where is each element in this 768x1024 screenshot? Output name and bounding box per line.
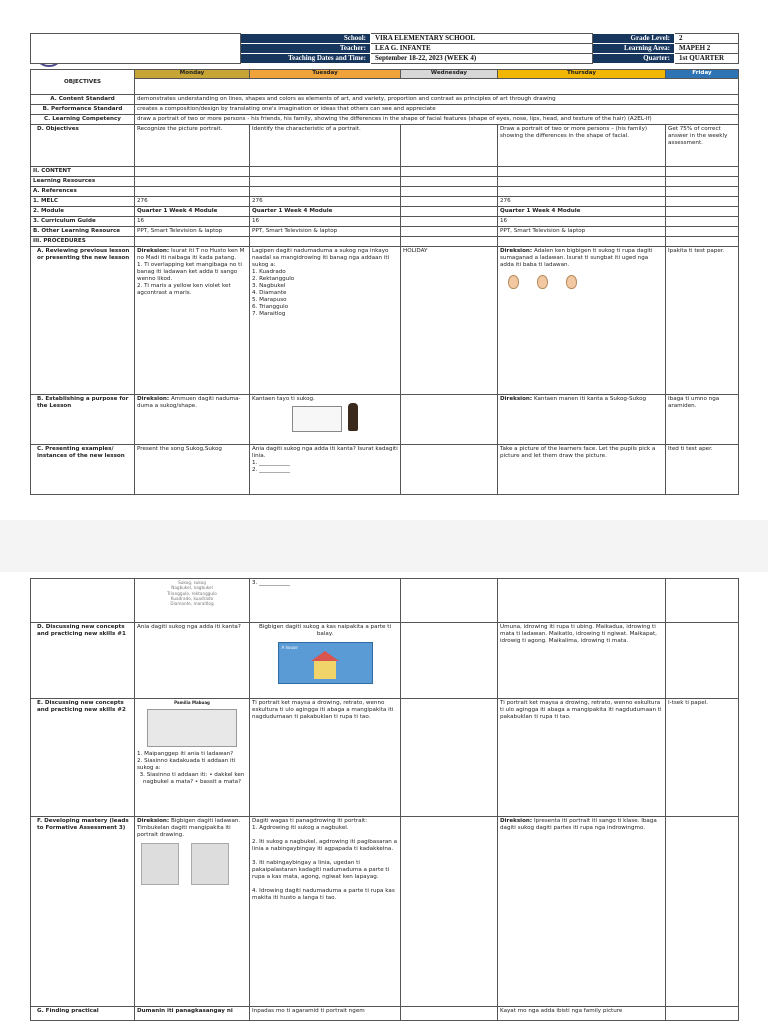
proc-e-mon-q3: 3. Siasinno ti addaan iti: • dakkel ken nagbukel a mata? • bassit a mata? xyxy=(139,771,245,785)
proc-g-monday: Dumanin iti panagkasangay ni xyxy=(135,1007,250,1021)
objectives-label: D. Objectives xyxy=(31,124,135,166)
objective-tuesday: Identify the characteristic of a portrait. xyxy=(250,124,401,166)
other-resource-label: B. Other Learning Resource xyxy=(31,226,135,236)
performance-standard-text: creates a composition/design by translating one's imagination or ideas that others can see and appreciate xyxy=(135,104,739,114)
proc-f-tuesday xyxy=(250,817,401,1007)
song-line: Trianggulo, rektanggulo xyxy=(167,590,217,596)
proc-f-tue-intro: Dagiti wagas ti panagdrowing iti portrait: xyxy=(252,818,368,824)
portrait-sketch-image xyxy=(191,843,229,885)
family-portrait-image xyxy=(147,709,237,747)
learning-resources-label: Learning Resources xyxy=(31,176,135,186)
dates-value: September 18-22, 2023 (WEEK 4) xyxy=(371,54,593,64)
proc-c-monday: Present the song Sukog,Sukog xyxy=(135,444,250,494)
proc-d-tuesday xyxy=(250,623,401,699)
olr-monday: PPT, Smart Television & laptop xyxy=(135,226,250,236)
proc-c-tue-line-3: 3. ___________ xyxy=(250,579,401,623)
teacher-label: Teacher: xyxy=(241,44,371,54)
proc-c-tue-line-1: 1. ___________ xyxy=(252,459,290,466)
face-illustration-icon xyxy=(508,275,519,289)
proc-a-monday xyxy=(135,246,250,394)
cg-thursday: 16 xyxy=(498,216,666,226)
module-thursday: Quarter 1 Week 4 Module xyxy=(498,206,666,216)
proc-b-monday xyxy=(135,394,250,444)
day-tuesday: Tuesday xyxy=(250,70,401,79)
proc-e-label: E. Discussing new concepts and practicing new skills #2 xyxy=(31,699,135,817)
proc-a-mon-item-2: 2. Ti maris a yellow ken violet ket agcontrast a maris. xyxy=(137,282,231,296)
curriculum-guide-label: 3. Curriculum Guide xyxy=(31,216,135,226)
proc-a-thursday xyxy=(498,246,666,394)
lesson-table-page-1 xyxy=(30,69,739,495)
proc-b-thursday xyxy=(498,394,666,444)
proc-f-thursday xyxy=(498,817,666,1007)
day-wednesday: Wednesday xyxy=(401,70,498,79)
school-value: VIRA ELEMENTARY SCHOOL xyxy=(371,34,593,44)
proc-c-friday: Ited ti test aper. xyxy=(666,444,739,494)
melc-label: 1. MELC xyxy=(31,196,135,206)
proc-b-mon-text: Ammuen dagiti naduma-duma a sukog/shape. xyxy=(137,395,241,409)
proc-b-tuesday xyxy=(250,394,401,444)
objective-wednesday xyxy=(401,124,498,166)
module-label: 2. Module xyxy=(31,206,135,216)
proc-f-thu-head: Direksion: xyxy=(500,818,533,824)
proc-g-thursday: Kayat mo nga adda ibisti nga family picture xyxy=(498,1007,666,1021)
house-illustration-icon xyxy=(278,642,373,684)
logo-cell xyxy=(31,34,241,64)
content-standard-text: demonstrates understanding on lines, shapes and colors as elements of art, and variety, proportion and contrast as principles of art through drawing xyxy=(135,95,739,105)
proc-f-mon-head: Direksion: xyxy=(137,818,170,824)
proc-d-thursday: Umuna, idrowing iti rupa ti ubing. Maikadua, idrowing ti mata ti ladawan. Maikatlo, idrowing ti ngiwat. Maikapat, idrowig ti agong. Maikalima, idrowing ti mata. xyxy=(498,623,666,699)
proc-f-monday xyxy=(135,817,250,1007)
proc-b-label: B. Establishing a purpose for the Lesson xyxy=(31,394,135,444)
area-value: MAPEH 2 xyxy=(675,44,739,54)
face-illustration-icon xyxy=(537,275,548,289)
grade-value: 2 xyxy=(675,34,739,44)
school-label: School: xyxy=(241,34,371,44)
objectives-header: OBJECTIVES xyxy=(31,70,135,95)
song-lyrics-image xyxy=(292,406,342,432)
header-table xyxy=(30,33,739,64)
proc-c-tue-line-2: 2. ___________ xyxy=(252,466,290,473)
portrait-sketch-image xyxy=(141,843,179,885)
teacher-value: LEA G. INFANTE xyxy=(371,44,593,54)
proc-a-tuesday xyxy=(250,246,401,394)
proc-b-mon-head: Direksion: xyxy=(137,395,170,402)
face-illustration-icon xyxy=(566,275,577,289)
proc-b-friday: Ibaga ti umno nga aramiden. xyxy=(666,394,739,444)
proc-c-tuesday xyxy=(250,444,401,494)
objective-thursday: Draw a portrait of two or more persons – (his family) showing the differences in the shape of facial. xyxy=(498,124,666,166)
proc-a-tue-text: Lagipen dagiti nadumaduma a sukog nga inkayo naadal sa mangidrowing iti banag nga addaan iti sukog a: xyxy=(252,247,390,268)
proc-d-tue-text: Bigbigen dagiti sukog a kas naipakita a parte ti balay. xyxy=(258,624,392,637)
proc-f-thu-text: Ipresenta iti portrait iti sango ti klase. Ibaga dagiti sukog dagiti partes iti rupa nga indrowingmo. xyxy=(500,818,657,831)
performance-standard-label: B. Performance Standard xyxy=(31,104,135,114)
proc-c-label: C. Presenting examples/ instances of the new lesson xyxy=(31,444,135,494)
dates-label: Teaching Dates and Time: xyxy=(241,54,371,64)
shape-item: 4. Diamante xyxy=(252,289,287,296)
module-monday: Quarter 1 Week 4 Module xyxy=(135,206,250,216)
song-line: Nagbukel, nagbukel xyxy=(171,585,213,591)
learning-competency-label: C. Learning Competency xyxy=(31,114,135,124)
proc-e-monday xyxy=(135,699,250,817)
proc-c-tue-text: Ania dagiti sukog nga adda iti kanta? Isurat kadagiti linia. xyxy=(252,445,398,459)
shape-item: 2. Rektanggulo xyxy=(252,275,295,282)
olr-thursday: PPT, Smart Television & laptop xyxy=(498,226,666,236)
proc-a-mon-text: Isurat iti T no Husto ken M no Madi iti naibaga iti kada patang. xyxy=(137,247,245,261)
day-thursday: Thursday xyxy=(498,70,666,79)
proc-e-thursday: Ti portrait ket maysa a drowing, retrato, wenno eskultura ti ulo agingga iti abaga a mangipakita iti nagdudumaan ti pakabuklan ti rupa ti tao. xyxy=(498,699,666,817)
girl-illustration-icon xyxy=(348,403,358,431)
proc-f-tue-step: 2. Iti sukog a nagbukel, agdrowing iti pagibasaran a linia a nabingaybingay iti agpapada ti kadakkelna. xyxy=(252,838,398,852)
shape-item: 1. Kuadrado xyxy=(252,268,286,275)
proc-e-mon-q1: 1. Maipanggep iti ania ti ladawan? xyxy=(137,751,234,757)
proc-e-friday: I-tsek ti papel. xyxy=(666,699,739,817)
melc-tuesday: 276 xyxy=(250,196,401,206)
module-tuesday: Quarter 1 Week 4 Module xyxy=(250,206,401,216)
lesson-table-page-2 xyxy=(30,578,739,1021)
proc-f-mon-text: Bigbigen dagiti ladawan. Timbukelan dagiti mangipakita iti portrait drawing. xyxy=(137,818,241,838)
day-monday: Monday xyxy=(135,70,250,79)
proc-f-tue-step: 4. Idrowing dagiti nadumaduma a parte ti rupa kas makita iti husto a langa ti tao. xyxy=(252,887,395,901)
shape-item: 7. Maraitlog xyxy=(252,310,286,317)
shape-item: 6. Trianggulo xyxy=(252,303,289,310)
proc-d-label: D. Discussing new concepts and practicing new skills #1 xyxy=(31,623,135,699)
song-line: Sukog, sukog xyxy=(178,580,206,585)
melc-thursday: 276 xyxy=(498,196,666,206)
procedures-label: III. PROCEDURES xyxy=(31,236,135,246)
area-label: Learning Area: xyxy=(593,44,675,54)
proc-e-mon-q2: 2. Siasinno kadakuada ti addaan iti sukog a: xyxy=(137,757,236,771)
content-label: II. CONTENT xyxy=(31,166,135,176)
cg-monday: 16 xyxy=(135,216,250,226)
proc-d-monday: Ania dagiti sukog nga adda iti kanta? xyxy=(135,623,250,699)
page-gap xyxy=(0,520,768,572)
shape-item: 3. Nagbukel xyxy=(252,282,286,289)
grade-label: Grade Level: xyxy=(593,34,675,44)
olr-tuesday: PPT, Smart Television & laptop xyxy=(250,226,401,236)
proc-a-label: A. Reviewing previous lesson or presenting the new lesson xyxy=(31,246,135,394)
proc-b-thu-text: Kantaen manen iti kanta a Sukog-Sukog xyxy=(533,395,647,402)
objective-monday: Recognize the picture portrait. xyxy=(135,124,250,166)
quarter-value: 1st QUARTER xyxy=(675,54,739,64)
proc-c-thursday: Take a picture of the learners face. Let the pupils pick a picture and let them draw the picture. xyxy=(498,444,666,494)
song-line: Kuadrado, kuadrado xyxy=(170,595,214,601)
cg-tuesday: 16 xyxy=(250,216,401,226)
proc-a-thu-head: Direksion: xyxy=(500,247,533,254)
objective-friday: Get 75% of correct answer in the weekly assessment. xyxy=(666,124,739,166)
song-lyrics-continued xyxy=(135,579,250,623)
proc-a-friday: Ipakita ti test paper. xyxy=(666,246,739,394)
proc-a-wednesday: HOLIDAY xyxy=(401,246,498,394)
proc-a-mon-head: Direksion: xyxy=(137,247,170,254)
song-line: Diamante, maraitlog xyxy=(170,601,214,606)
melc-monday: 276 xyxy=(135,196,250,206)
learning-competency-text: draw a portrait of two or more persons - his friends, his family, showing the differences in the shape of facial features (shape of eyes, nose, lips, head, and texture of the hair) (A2EL-If) xyxy=(135,114,739,124)
content-standard-label: A. Content Standard xyxy=(31,95,135,105)
proc-f-tue-step: 3. Iti nabingaybingay a linia, ugedan ti pakaipalastaran kadagiti nadumaduma a parte ti rupa a kas mata, agong, ngiwat ken lapayag. xyxy=(252,859,390,880)
proc-e-tuesday: Ti portrait ket maysa a drowing, retrato, wenno eskultura ti ulo agingga iti abaga a mangipakita iti nagdudumaan ti pakabuklan ti rupa ti tao. xyxy=(250,699,401,817)
references-label: A. References xyxy=(31,186,135,196)
proc-a-mon-item-1: 1. Ti overlapping ket mangibaga no ti banag iti ladawan ket adda ti sango wenno likod. xyxy=(137,261,242,282)
proc-b-tue-text: Kantaen tayo ti sukog. xyxy=(252,395,315,402)
proc-b-thu-head: Direksion: xyxy=(500,395,533,402)
house-caption: A house xyxy=(281,644,298,650)
proc-a-thu-text: Adalen ken bigbigen ti sukog ti rupa dagiti sumaganad a ladawan. Isurat ti sungbat iti uged nga adda iti baba ti ladawan. xyxy=(500,247,653,268)
shape-item: 5. Marapuso xyxy=(252,296,287,303)
proc-f-label: F. Developing mastery (leads to Formative Assessment 3) xyxy=(31,817,135,1007)
day-friday: Friday xyxy=(666,70,739,79)
proc-g-tuesday: Inpadas mo ti agaramid ti portrait ngem xyxy=(250,1007,401,1021)
quarter-label: Quarter: xyxy=(593,54,675,64)
proc-g-label: G. Finding practical xyxy=(31,1007,135,1021)
family-caption: Pamilia Mabuag xyxy=(174,700,210,705)
proc-f-tue-step: 1. Agdrowing iti sukog a nagbukel. xyxy=(252,824,349,831)
